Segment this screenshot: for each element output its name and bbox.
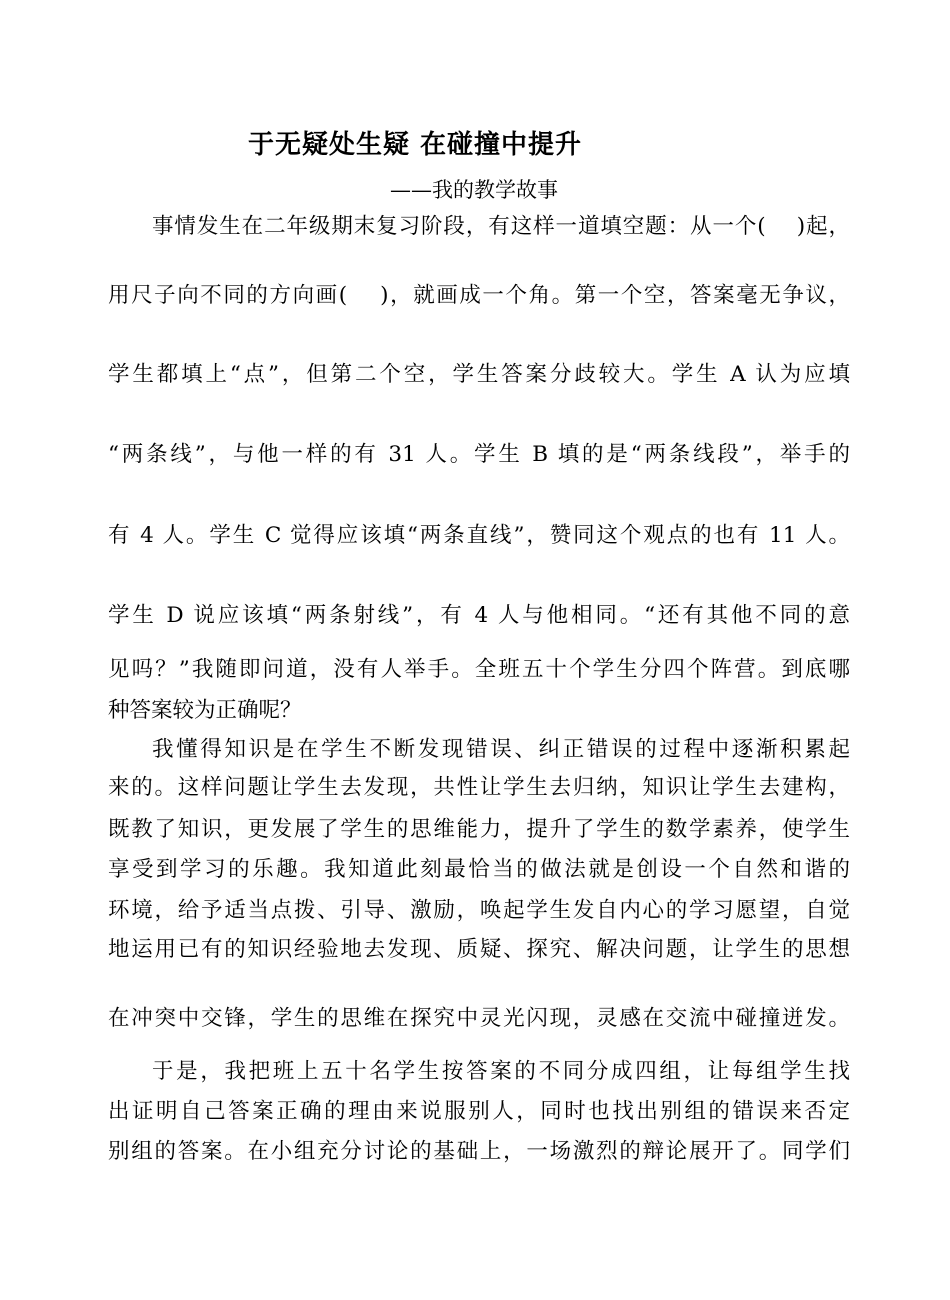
paragraph-1-line-1: 事情发生在二年级期末复习阶段，有这样一道填空题：从一个( )起，	[152, 214, 850, 239]
paragraph-3-line-2: 出证明自己答案正确的理由来说服别人，同时也找出别组的错误来否定	[108, 1099, 850, 1124]
paragraph-1-line-6: 学生 D 说应该填“两条射线”，有 4 人与他相同。“还有其他不同的意	[108, 603, 850, 628]
paragraph-3-line-1: 于是，我把班上五十名学生按答案的不同分成四组，让每组学生找	[152, 1059, 850, 1084]
paragraph-1-line-2: 用尺子向不同的方向画( )，就画成一个角。第一个空，答案毫无争议，	[108, 283, 850, 308]
paragraph-1-line-7: 见吗？”我随即问道，没有人举手。全班五十个学生分四个阵营。到底哪	[108, 657, 850, 682]
paragraph-2-line-6: 地运用已有的知识经验地去发现、质疑、探究、解决问题，让学生的思想	[108, 937, 850, 962]
paragraph-2-line-3: 既教了知识，更发展了学生的思维能力，提升了学生的数学素养，使学生	[108, 817, 850, 842]
paragraph-1-line-8: 种答案较为正确呢？	[108, 698, 302, 723]
paragraph-3-line-3: 别组的答案。在小组充分讨论的基础上，一场激烈的辩论展开了。同学们	[108, 1139, 850, 1164]
paragraph-2-line-4: 享受到学习的乐趣。我知道此刻最恰当的做法就是创设一个自然和谐的	[108, 857, 850, 882]
paragraph-1-line-4: “两条线”，与他一样的有 31 人。学生 B 填的是“两条线段”，举手的	[108, 442, 850, 467]
paragraph-2-line-5: 环境，给予适当点拨、引导、激励，唤起学生发自内心的学习愿望，自觉	[108, 898, 850, 923]
document-subtitle: ——我的教学故事	[390, 178, 558, 202]
paragraph-2-line-1: 我懂得知识是在学生不断发现错误、纠正错误的过程中逐渐积累起	[152, 737, 850, 762]
paragraph-1-line-3: 学生都填上“点”，但第二个空，学生答案分歧较大。学生 A 认为应填	[108, 362, 850, 387]
paragraph-2-line-2: 来的。这样问题让学生去发现，共性让学生去归纳，知识让学生去建构，	[108, 775, 850, 800]
paragraph-2-line-7: 在冲突中交锋，学生的思维在探究中灵光闪现，灵感在交流中碰撞迸发。	[108, 1006, 850, 1031]
document-title: 于无疑处生疑 在碰撞中提升	[248, 130, 583, 160]
paragraph-1-line-5: 有 4 人。学生 C 觉得应该填“两条直线”，赞同这个观点的也有 11 人。	[108, 523, 850, 548]
